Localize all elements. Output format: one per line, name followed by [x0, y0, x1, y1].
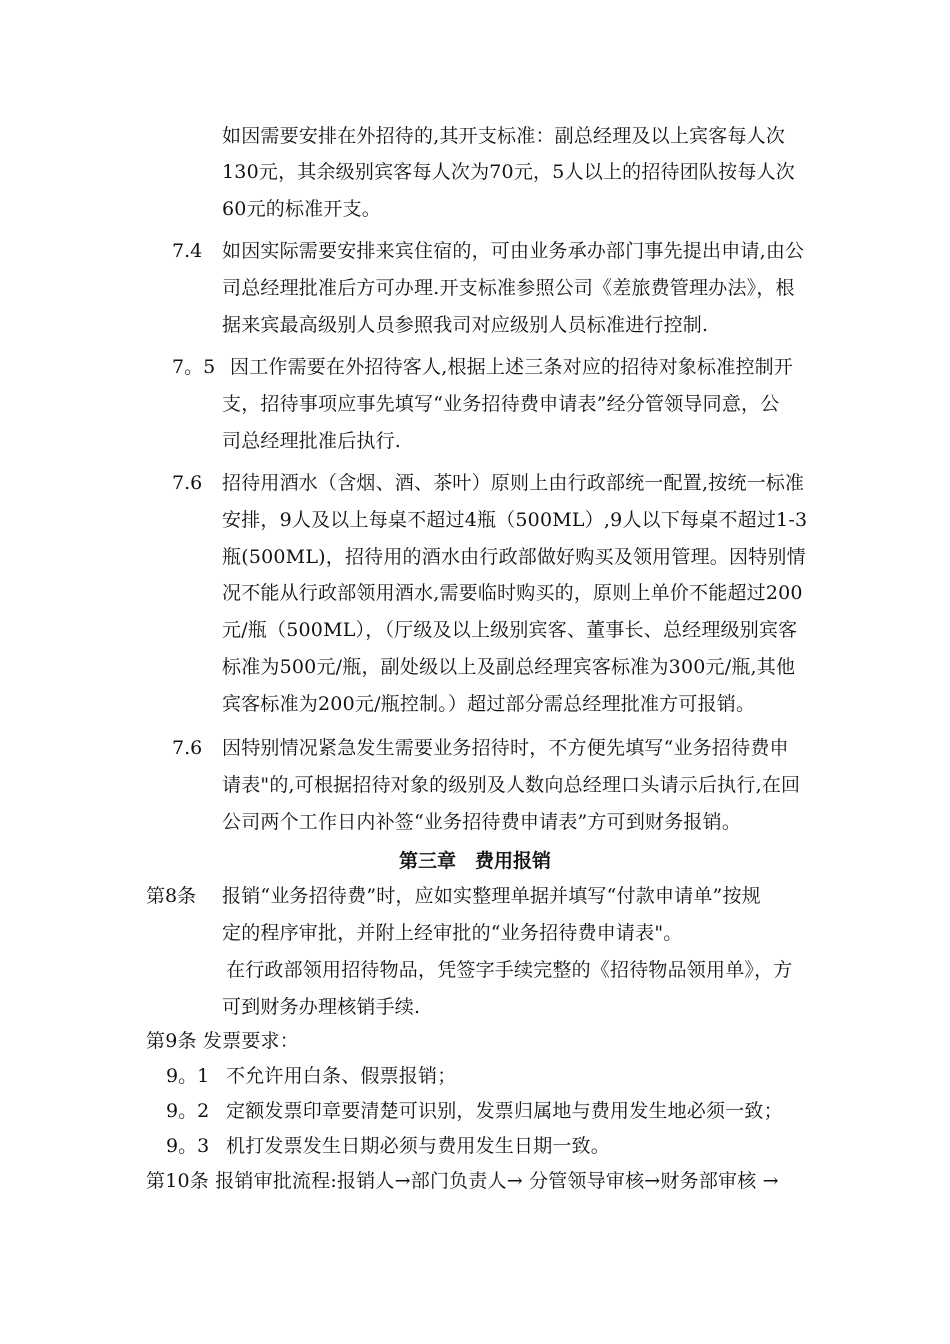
text-line: 元/瓶（500ML），（厅级及以上级别宾客、董事长、总经理级别宾客 — [222, 619, 798, 641]
item-number: 9。2 — [166, 1100, 210, 1122]
section-number: 7.4 — [172, 240, 203, 262]
item-text: 机打发票发生日期必须与费用发生日期一致。 — [226, 1135, 611, 1157]
text-line: 如因需要安排在外招待的,其开支标准：副总经理及以上宾客每人次 — [222, 125, 786, 147]
text-line: 可到财务办理核销手续. — [222, 996, 421, 1018]
item-text: 不允许用白条、假票报销； — [226, 1065, 457, 1087]
text-line: 60元的标准开支。 — [222, 198, 381, 220]
text-line: 定的程序审批，并附上经审批的“业务招待费申请表"。 — [222, 922, 683, 944]
article-number: 第8条 — [146, 885, 197, 907]
text-line: 司总经理批准后执行. — [222, 430, 402, 452]
text-line: 因特别情况紧急发生需要业务招待时，不方便先填写“业务招待费申 — [222, 737, 789, 759]
text-line: 130元，其余级别宾客每人次为70元，5人以上的招待团队按每人次 — [222, 161, 795, 183]
text-line: 报销“业务招待费”时，应如实整理单据并填写“付款申请单”按规 — [222, 885, 761, 907]
item-number: 9。1 — [166, 1065, 210, 1087]
section-number: 7。5 — [172, 356, 216, 378]
item-text: 定额发票印章要清楚可识别，发票归属地与费用发生地必须一致； — [226, 1100, 783, 1122]
text-line: 支，招待事项应事先填写“业务招待费申请表”经分管领导同意，公 — [222, 393, 780, 415]
text-line: 标准为500元/瓶，副处级以上及副总经理宾客标准为300元/瓶,其他 — [222, 656, 796, 678]
chapter-title: 第三章 费用报销 — [398, 850, 551, 872]
text-line: 招待用酒水（含烟、酒、茶叶）原则上由行政部统一配置,按统一标准 — [222, 472, 805, 494]
section-number: 7.6 — [172, 737, 203, 759]
text-line: 公司两个工作日内补签“业务招待费申请表”方可到财务报销。 — [222, 811, 742, 833]
text-line: 瓶(500ML)，招待用的酒水由行政部做好购买及领用管理。因特别情 — [222, 546, 806, 568]
text-line: 据来宾最高级别人员参照我司对应级别人员标准进行控制. — [222, 314, 709, 336]
text-line: 在行政部领用招待物品，凭签字手续完整的《招待物品领用单》，方 — [226, 959, 793, 981]
text-line: 司总经理批准后方可办理.开支标准参照公司《差旅费管理办法》，根 — [222, 277, 795, 299]
text-line: 因工作需要在外招待客人,根据上述三条对应的招待对象标准控制开 — [230, 356, 794, 378]
text-line: 宾客标准为200元/瓶控制。）超过部分需总经理批准方可报销。 — [222, 693, 756, 715]
article-title: 第9条 发票要求： — [146, 1030, 299, 1052]
text-line: 安排，9人及以上每桌不超过4瓶（500ML）,9人以下每桌不超过1-3 — [222, 509, 808, 531]
article-text: 第10条 报销审批流程:报销人→部门负责人→ 分管领导审核→财务部审核 → — [146, 1170, 779, 1192]
section-number: 7.6 — [172, 472, 203, 494]
text-line: 况不能从行政部领用酒水,需要临时购买的，原则上单价不能超过200 — [222, 582, 803, 604]
item-number: 9。3 — [166, 1135, 210, 1157]
text-line: 如因实际需要安排来宾住宿的，可由业务承办部门事先提出申请,由公 — [222, 240, 805, 262]
text-line: 请表"的,可根据招待对象的级别及人数向总经理口头请示后执行,在回 — [222, 774, 801, 796]
